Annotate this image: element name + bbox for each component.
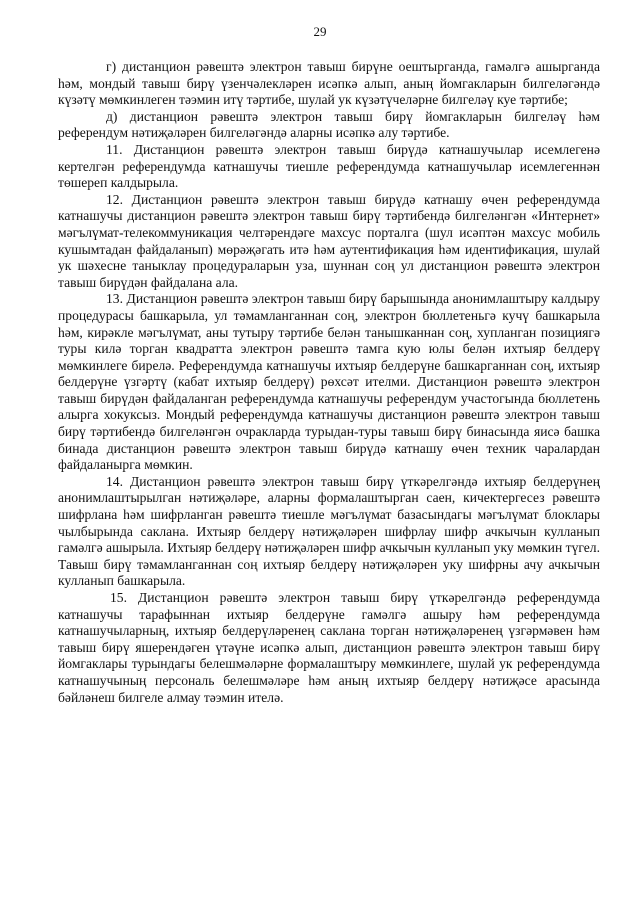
paragraph-14: 14. Дистанцион рәвештә электрон тавыш бирү үткәрелгәндә ихтыяр белдерүнең анонимлаштырылган нәтиҗәләре, аларны формалаштырган саен, кичектергесез рәвештә шифрлана һәм шифрланган рәвештә тиешле мәгълүмат базасындагы мәгълүмат блоклары чылбырында саклана. Ихтыяр белдерү нәтиҗәләрен шифрлау шифр ачкычын кулланып гамәлгә ашырыла. Ихтыяр белдерү нәтиҗәләрен шифр ачкычын кулланып уку мөмкин түгел. Тавыш бирү тәмамланганнан соң ихтыяр белдерү нәтиҗәләрен уку шифрны ачу ачкычын кулланып башкарыла. — [58, 473, 600, 589]
paragraph-subitem-d: д) дистанцион рәвештә электрон тавыш бирү йомгакларын билгеләү һәм референдум нәтиҗәләрен билгеләгәндә аларны исәпкә алу тәртибе. — [58, 108, 600, 141]
paragraph-13: 13. Дистанцион рәвештә электрон тавыш бирү барышында анонимлаштыру калдыру процедурасы башкарыла, ул тәмамланганнан соң, электрон бюллетеньгә кучү башкарыла һәм, кирәкле мәгълүмат, аны тутыру тәртибе белән танышканнан соң, хупланган позициягә туры килә торган квадратта электрон рәвештә тамга кую юлы белән ихтыяр белдерү мөмкинлеге бирелә. Референдумда катнашучы ихтыяр белдерүне башкарганнан соң, ихтыяр белдерүне үзгәртү (кабат ихтыяр белдерү) рөхсәт ителми. Дистанцион рәвештә электрон тавыш бирүдән файдаланган референдумда катнашучы референдум участогында бюллетень алырга хокуксыз. Мондый референдумда катнашучы дистанцион рәвештә электрон тавыш бирү тәртибендә билгеләнгән очракларда турыдан-туры тавыш бирү бинасында яисә башка бинада дистанцион рәвештә электрон тавыш бирүдә катнашу өчен техник чаралардан файдаланырга мөмкин. — [58, 291, 600, 473]
document-body — [58, 59, 600, 706]
paragraph-11: 11. Дистанцион рәвештә электрон тавыш бирүдә катнашучылар исемлегенә кертелгән референдумда катнашучы тиешле референдумда катнашучылар исемлегеннән төшереп калдырыла. — [58, 141, 600, 191]
paragraph-12: 12. Дистанцион рәвештә электрон тавыш бирүдә катнашу өчен референдумда катнашучы дистанцион рәвештә электрон тавыш бирү тәртибендә билгеләнгән «Интернет» мәгълүмат-телекоммуникация челтәрендәге махсус порталга (шул исәптән махсус мобиль кушымтадан файдаланып) мөрәҗәгать итә һәм аутентификация һәм идентификация, шулай ук шәхесне таныклау процедураларын уза, шуннан соң ул дистанцион рәвештә электрон тавыш бирүдән файдалана ала. — [58, 191, 600, 290]
paragraph-15: 15. Дистанцион рәвештә электрон тавыш бирү үткәрелгәндә референдумда катнашучы тарафыннан ихтыяр белдерүне гамәлгә ашыру һәм референдумда катнашучыларның, ихтыяр белдерүләренең саклана торган нәтиҗәләренең үзгәрмәвен һәм тавыш бирү яшерендәген үтәүне исәпкә алып, дистанцион рәвештә электрон тавыш бирү йомгаклары турындагы белешмәләрне формалаштыру мөмкинлеге, шулай ук референдумда катнашучының персональ белешмәләре һәм аның ихтыяр белдерү нәтиҗәсе арасында бәйләнеш билгеле алмау тәэмин ителә. — [58, 590, 600, 705]
page-number: 29 — [313, 24, 327, 39]
paragraph-subitem-g: г) дистанцион рәвештә электрон тавыш бирүне оештырганда, гамәлгә ашырганда һәм, мондый тавыш бирү үзенчәлекләрен исәпкә алып, аның йомгакларын билгеләгәндә күзәтү мөмкинлеген тәэмин итү тәртибе, шулай ук күзәтүчеләрне билгеләү куе тәртибе; — [58, 59, 600, 108]
